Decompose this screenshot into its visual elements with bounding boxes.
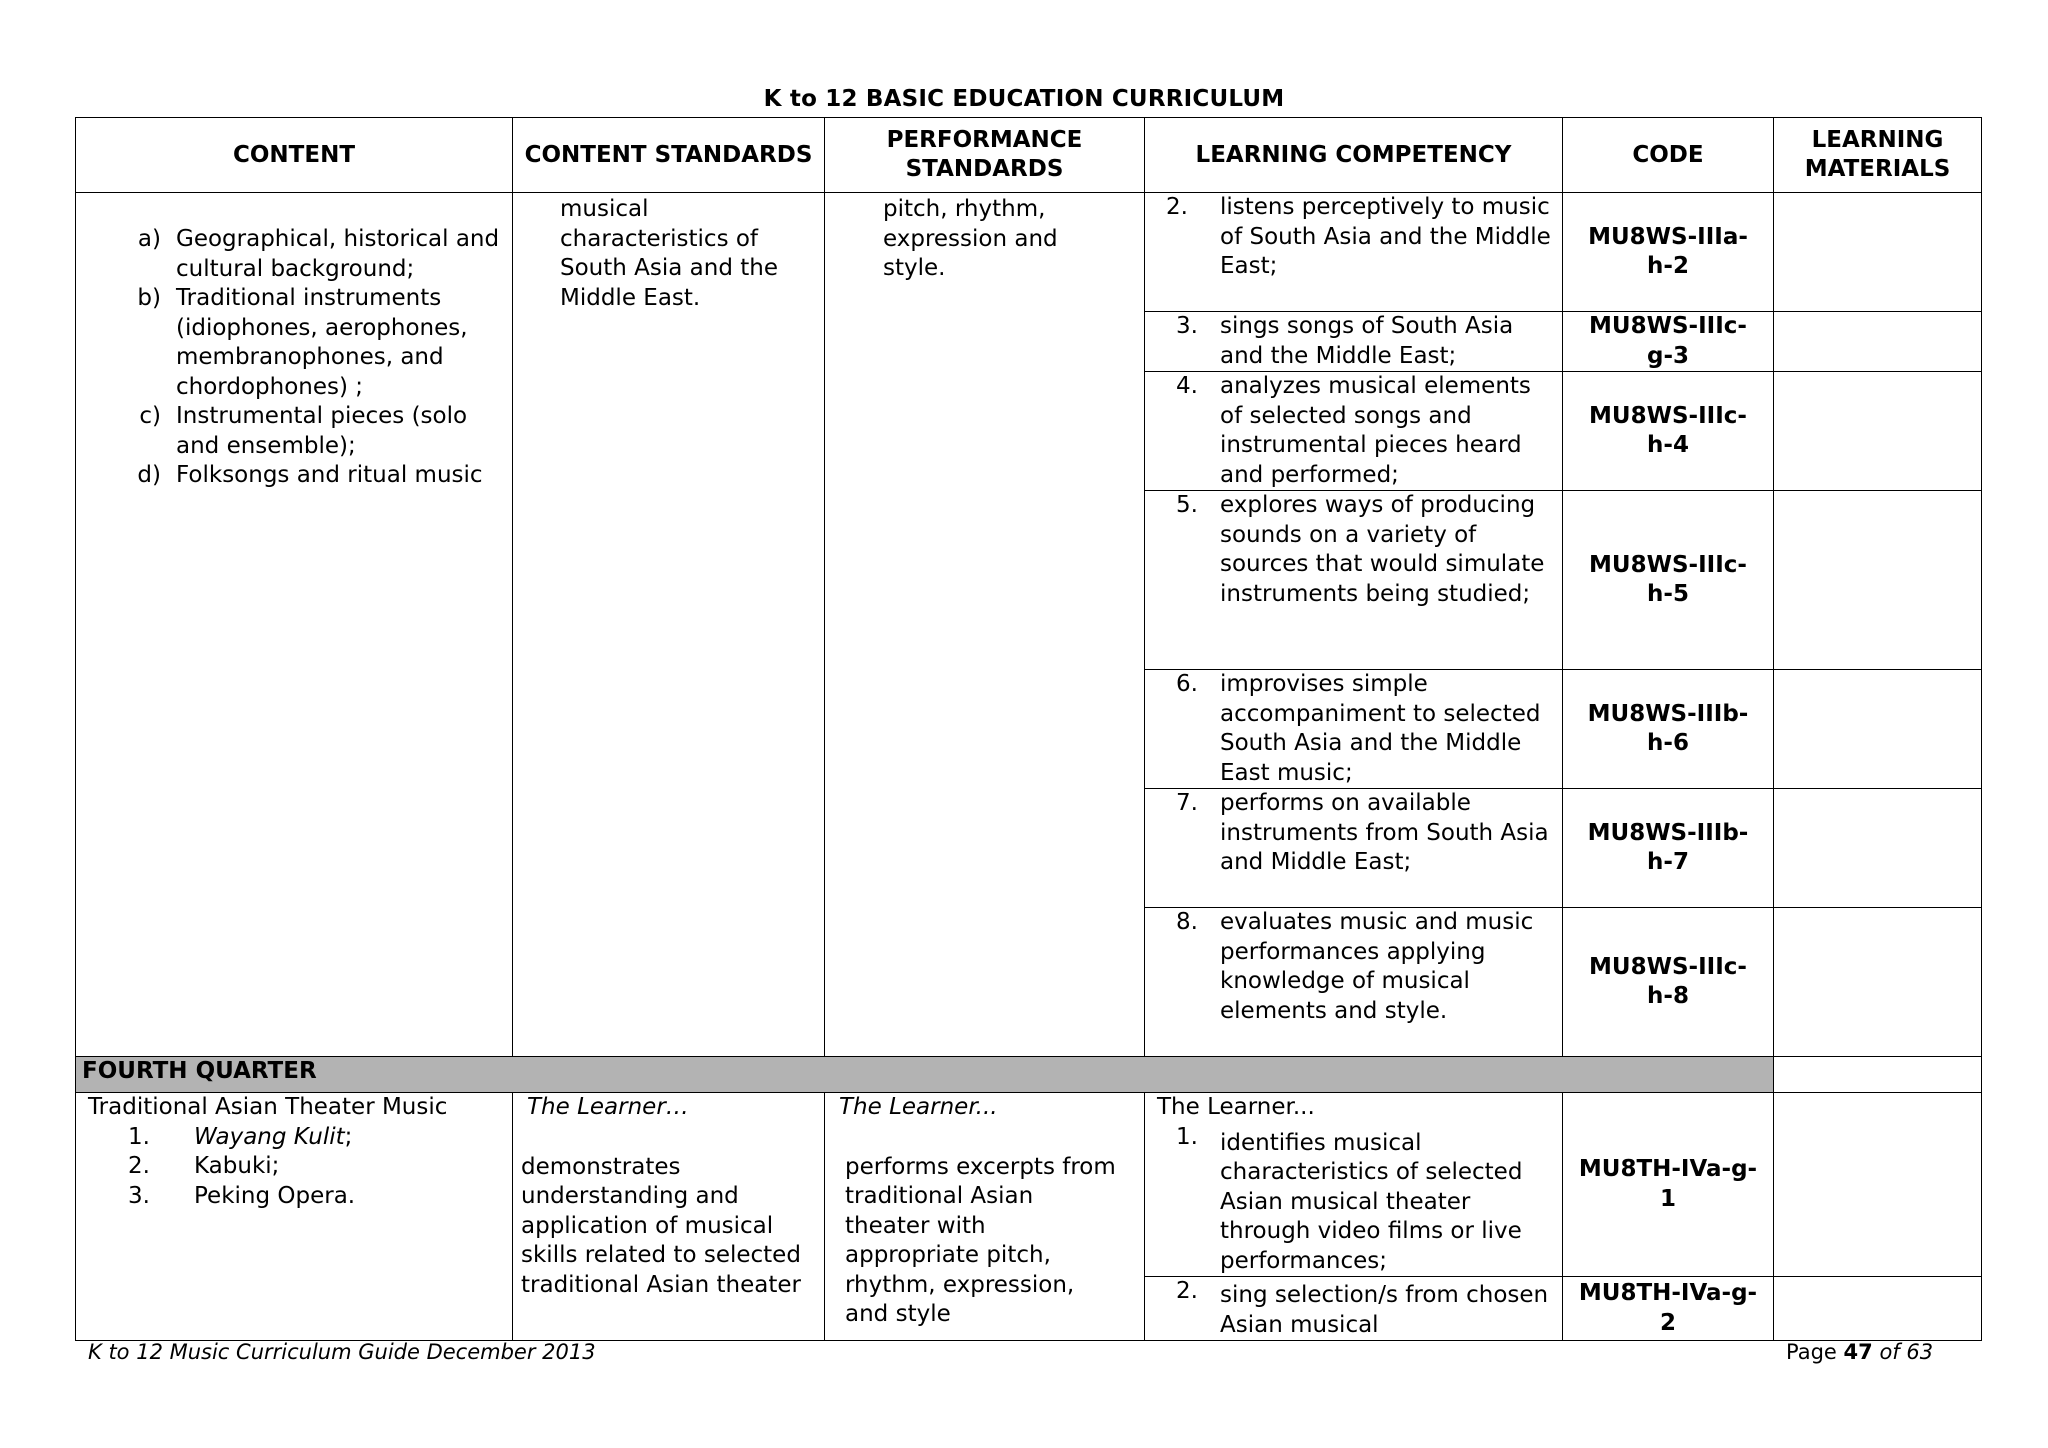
header-performance-standards: PERFORMANCE STANDARDS — [825, 118, 1145, 193]
content-cell — [76, 193, 513, 1057]
competency-cell: 2. sing selection/s from chosen Asian musical — [1145, 1277, 1563, 1341]
header-content-standards: CONTENT STANDARDS — [513, 118, 825, 193]
learning-materials-cell — [1774, 789, 1982, 908]
content-standard-text: demonstrates understanding and application of musical skills related to selected traditional Asian theater — [521, 1153, 801, 1298]
document-title: K to 12 BASIC EDUCATION CURRICULUM — [763, 86, 1285, 112]
list-item: b) Traditional instruments (idiophones, aerophones, membranophones, and chordophones) ; — [137, 285, 468, 400]
competency-cell: 2. listens perceptively to music of South Asia and the Middle East; — [1145, 193, 1563, 312]
performance-standard-text: performs excerpts from traditional Asian theater with appropriate pitch, rhythm, expression, and style — [845, 1153, 1116, 1327]
learning-materials-cell — [1774, 908, 1982, 1057]
code-cell: MU8WS-IIIc- g-3 — [1563, 312, 1774, 372]
competency-cell: 5. explores ways of producing sounds on a variety of sources that would simulate instruments being studied; — [1145, 491, 1563, 670]
code-cell: MU8WS-IIIc- h-8 — [1563, 908, 1774, 1057]
content-standards-cell — [513, 193, 825, 1057]
list-item: d) Folksongs and ritual music — [137, 462, 483, 488]
content-heading: Traditional Asian Theater Music — [88, 1094, 448, 1120]
list-item: 3. Peking Opera. — [128, 1182, 356, 1209]
content-standard-intro: The Learner… — [527, 1094, 689, 1120]
footer-guide: K to 12 Music Curriculum Guide December 2013 — [88, 1340, 596, 1364]
list-item: 2. Kabuki; — [128, 1153, 280, 1179]
content-standards-cell — [513, 1093, 825, 1341]
quarter-row — [76, 1057, 1982, 1093]
competency-cell: 7. performs on available instruments from South Asia and Middle East; — [1145, 789, 1563, 908]
learning-materials-cell — [1774, 1277, 1982, 1341]
learning-materials-cell — [1774, 193, 1982, 312]
list-item: 1. Wayang Kulit; — [128, 1123, 353, 1150]
learning-materials-cell — [1774, 491, 1982, 670]
code-cell: MU8WS-IIIb- h-7 — [1563, 789, 1774, 908]
list-item: a) Geographical, historical and cultural background; — [137, 226, 500, 282]
learning-materials-cell — [1774, 670, 1982, 789]
competency-intro: The Learner... — [1157, 1094, 1315, 1120]
performance-standard-text: pitch, rhythm, expression and style. — [883, 196, 1058, 281]
performance-standards-cell — [825, 1093, 1145, 1341]
header-learning-competency: LEARNING COMPETENCY — [1145, 118, 1563, 193]
code-cell: MU8TH-IVa-g- 2 — [1563, 1277, 1774, 1341]
learning-materials-cell — [1774, 1057, 1982, 1093]
header-row — [76, 118, 1982, 193]
code-cell: MU8WS-IIIc- h-5 — [1563, 491, 1774, 670]
learning-materials-cell — [1774, 372, 1982, 491]
content-cell — [76, 1093, 513, 1341]
page-number: Page 47 of 63 — [1786, 1340, 1934, 1364]
header-learning-materials: LEARNING MATERIALS — [1774, 118, 1982, 193]
curriculum-table — [75, 117, 1982, 1341]
code-cell: MU8WS-IIIb- h-6 — [1563, 670, 1774, 789]
code-cell: MU8WS-IIIc- h-4 — [1563, 372, 1774, 491]
content-standard-text: musical characteristics of South Asia and the Middle East. — [560, 196, 778, 311]
quarter-label: FOURTH QUARTER — [76, 1057, 1774, 1093]
competency-cell: 6. improvises simple accompaniment to selected South Asia and the Middle East music; — [1145, 670, 1563, 789]
competency-cell: The Learner... 1. identifies musical characteristics of selected Asian musical theater through video films or live performances; — [1145, 1093, 1563, 1277]
table-row — [76, 193, 1982, 312]
competency-cell: 8. evaluates music and music performances applying knowledge of musical elements and style. — [1145, 908, 1563, 1057]
competency-cell: 4. analyzes musical elements of selected songs and instrumental pieces heard and performed; — [1145, 372, 1563, 491]
performance-standard-intro: The Learner... — [839, 1094, 998, 1120]
list-item: c) Instrumental pieces (solo and ensemble); — [139, 403, 468, 459]
header-content: CONTENT — [76, 118, 513, 193]
header-code: CODE — [1563, 118, 1774, 193]
learning-materials-cell — [1774, 312, 1982, 372]
competency-cell: 3. sings songs of South Asia and the Middle East; — [1145, 312, 1563, 372]
learning-materials-cell — [1774, 1093, 1982, 1277]
code-cell: MU8WS-IIIa- h-2 — [1563, 193, 1774, 312]
table-row — [76, 1093, 1982, 1277]
performance-standards-cell — [825, 193, 1145, 1057]
code-cell: MU8TH-IVa-g- 1 — [1563, 1093, 1774, 1277]
